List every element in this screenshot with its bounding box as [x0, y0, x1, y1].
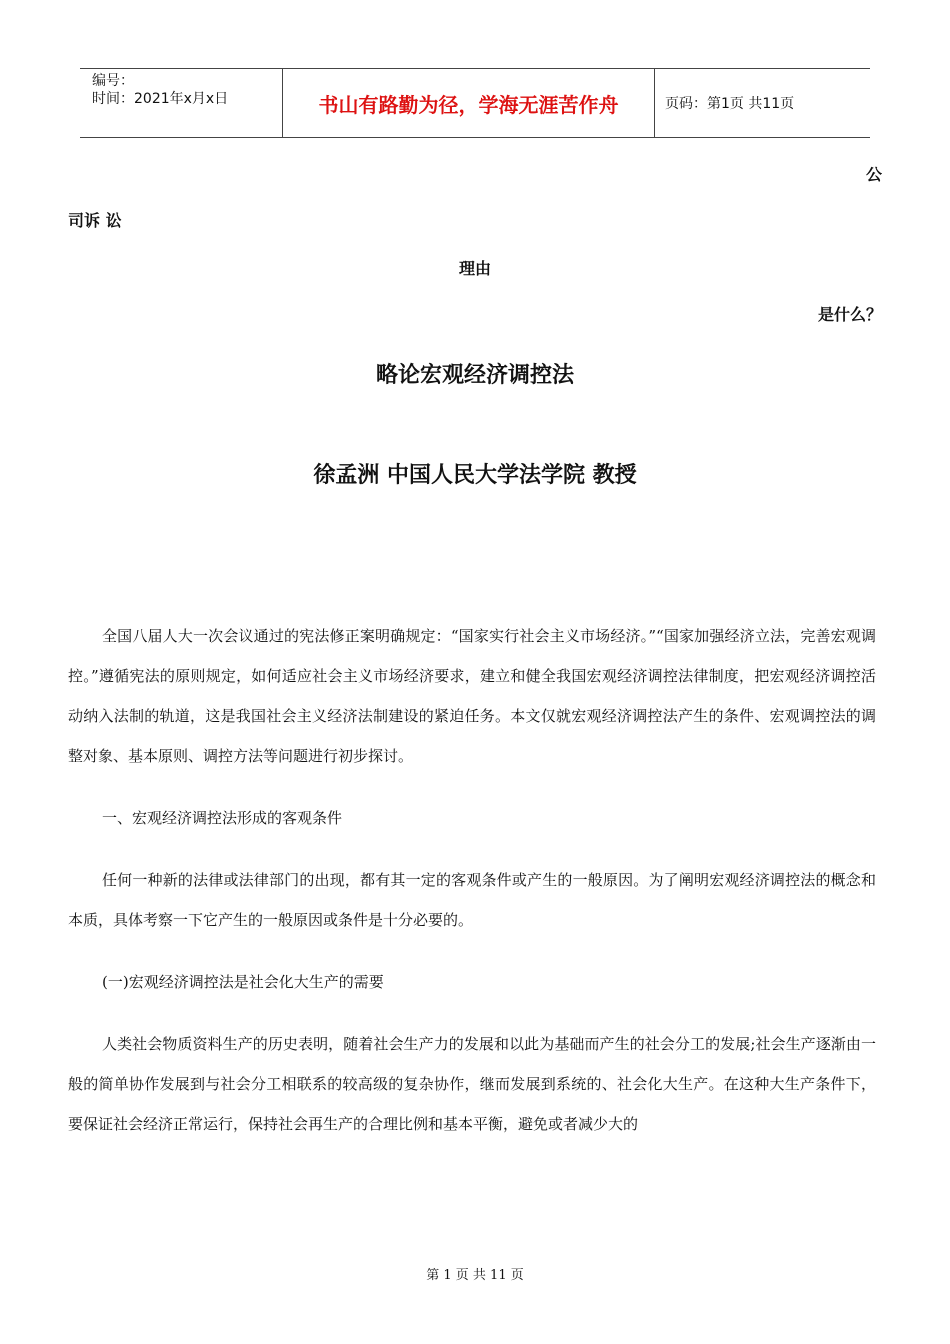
subsection-heading: (一)宏观经济调控法是社会化大生产的需要	[102, 973, 384, 991]
time-label: 时间：2021年x月x日	[92, 91, 229, 107]
paragraph: 任何一种新的法律或法律部门的出现，都有其一定的客观条件或产生的一般原因。为了阐明宏观经济调控法的概念和本质，具体考察一下它产生的一般原因或条件是十分必要的。	[68, 871, 876, 929]
header-page-info: 页码：第1页 共11页	[665, 96, 795, 112]
page-header	[80, 68, 870, 138]
doc-author: 徐孟洲 中国人民大学法学院 教授	[313, 463, 637, 488]
paragraph: 人类社会物质资料生产的历史表明，随着社会生产力的发展和以此为基础而产生的社会分工的发展;社会生产逐渐由一般的简单协作发展到与社会分工相联系的较高级的复杂协作，继而发展到系统的、社会化大生产。在这种大生产条件下，要保证社会经济正常运行，保持社会再生产的合理比例和基本平衡，避免或者减少大的	[68, 1035, 876, 1133]
fragment-4: 是什么？	[817, 305, 882, 324]
fragment-1: 公	[865, 165, 882, 184]
fragment-2: 司诉 讼	[68, 211, 122, 230]
header-meta	[80, 69, 282, 137]
doc-body	[68, 616, 876, 1144]
doc-title: 略论宏观经济调控法	[375, 363, 574, 388]
section-heading: 一、宏观经济调控法形成的客观条件	[102, 809, 343, 827]
fragment-3: 理由	[458, 259, 491, 278]
header-motto: 书山有路勤为径，学海无涯苦作舟	[282, 69, 655, 137]
paragraph: 全国八届人大一次会议通过的宪法修正案明确规定：“国家实行社会主义市场经济。”“国家加强经济立法，完善宏观调控。”遵循宪法的原则规定，如何适应社会主义市场经济要求，建立和健全我国宏观经济调控法律制度，把宏观经济调控活动纳入法制的轨道，这是我国社会主义经济法制建设的紧迫任务。本文仅就宏观经济调控法产生的条件、宏观调控法的调整对象、基本原则、调控方法等问题进行初步探讨。	[68, 627, 876, 765]
number-label: 编号：	[92, 73, 134, 89]
page-footer: 第 1 页 共 11 页	[426, 1268, 524, 1283]
